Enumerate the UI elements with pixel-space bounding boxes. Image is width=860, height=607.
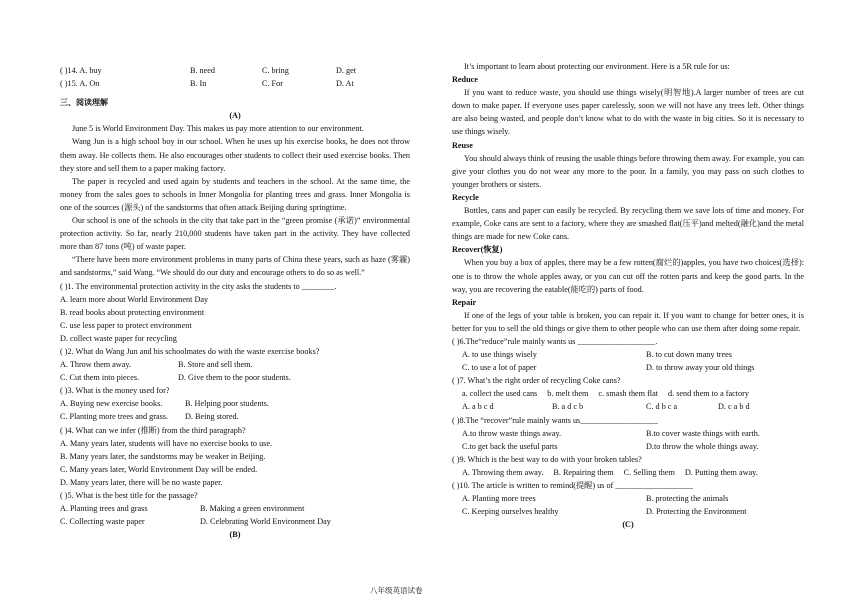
q2-options-row2 bbox=[60, 371, 410, 384]
section-heading: 三、阅读理解 bbox=[60, 98, 108, 108]
recycle-heading: Recycle bbox=[452, 192, 479, 202]
q14-a: ( )14. A. buy bbox=[60, 66, 102, 75]
reuse-text: You should always think of reusing the usable things before throwing them away. For example, you can give your clothes you do not wear any more to the poor. In a family, you may pass on such clothes to younger brothers or sisters. bbox=[452, 153, 804, 189]
q7-items bbox=[452, 387, 804, 400]
q8-option-b: B.to cover waste things with earth. bbox=[646, 428, 760, 438]
passage-b-label: (B) bbox=[229, 530, 241, 540]
q1-option-a: A. learn more about World Environment Day bbox=[60, 294, 209, 304]
q10-options-row2 bbox=[452, 505, 804, 518]
q2-options-row1 bbox=[60, 358, 410, 371]
q15-d: D. At bbox=[336, 79, 354, 89]
passage-b-intro: It’s important to learn about protecting our environment. Here is a 5R rule for us: bbox=[464, 62, 730, 71]
question-8: ( )8.The “recover”rule mainly wants us___________________ bbox=[452, 415, 658, 425]
q8-option-d: D.to throw the whole things away. bbox=[646, 441, 759, 451]
question-3: ( )3. What is the money used for? bbox=[60, 386, 170, 396]
recover-heading: Recover(恢复) bbox=[452, 245, 503, 255]
question-2: ( )2. What do Wang Jun and his schoolmates do with the waste exercise books? bbox=[60, 346, 320, 356]
passage-a-para-2: Wang Jun is a high school boy in our school. When he uses up his exercise books, he does not throw them away. He collects them. He also encourages other students to collect their used exercise books. Then they store and sell them to a paper making factory. bbox=[60, 137, 410, 173]
repair-heading: Repair bbox=[452, 297, 477, 307]
q10-option-c: C. Keeping ourselves healthy bbox=[462, 507, 559, 517]
q5-option-b: B. Making a green environment bbox=[200, 504, 305, 514]
q6-options-row1 bbox=[452, 348, 804, 361]
right-column bbox=[452, 60, 804, 531]
q6-option-c: C. to use a lot of paper bbox=[462, 363, 537, 373]
q6-option-b: B. to cut down many trees bbox=[646, 350, 732, 360]
q7-option-c: C. d b c a bbox=[646, 402, 678, 412]
q9-option-a: A. Throwing them away. bbox=[462, 467, 544, 477]
recover-text: When you buy a box of apples, there may be a few rotten(腐烂的)apples, you have two choices(选择): one is to throw the whole apples away, or you can cut off the rotten parts and keep the good parts. In the way, you are recovering the eatable(能吃的) parts of food. bbox=[452, 258, 804, 294]
q1-option-d: D. collect waste paper for recycling bbox=[60, 333, 177, 343]
question-5: ( )5. What is the best title for the passage? bbox=[60, 491, 198, 500]
q9-option-c: C. Selling them bbox=[623, 467, 675, 477]
question-15 bbox=[46, 77, 410, 90]
q7-options bbox=[452, 400, 804, 413]
recycle-text: Bottles, cans and paper can easily be recycled. By recycling them we save lots of time and money. For example, Coke cans are sent to a factory, where they are smashed flat(压平)and melted(融化)and the metal things are made for new Coke cans. bbox=[452, 206, 804, 242]
page-footer: 八年级英语试卷 bbox=[370, 586, 423, 595]
passage-a-para-3: The paper is recycled and used again by students and teachers in the school. At the same time, the money from the sales goes to schools in Inner Mongolia for planting trees and grass. Inner Mongolia is one of the sources (源头) of the sandstorms that often attack Beijing during springtime. bbox=[60, 176, 410, 212]
repair-text: If one of the legs of your table is broken, you can repair it. If you want to change for better ones, it is better for you to sell the old things or give them to other people who can use them after doing some repair. bbox=[452, 310, 804, 333]
q9-option-b: B. Repairing them bbox=[553, 467, 614, 477]
q4-option-d: D. Many years later, there will be no waste paper. bbox=[60, 477, 223, 487]
q7-item-a: a. collect the used cans bbox=[462, 389, 538, 399]
q3-option-b: B. Helping poor students. bbox=[185, 399, 269, 409]
q1-option-c: C. use less paper to protect environment bbox=[60, 320, 192, 330]
q6-option-a: A. to use things wisely bbox=[462, 350, 537, 360]
question-6: ( )6.The“reduce”rule mainly wants us ___________________. bbox=[452, 336, 658, 346]
q3-option-a: A. Buying new exercise books. bbox=[60, 399, 163, 409]
q9-options bbox=[452, 466, 804, 479]
q7-option-d: D. c a b d bbox=[718, 402, 750, 412]
q7-option-b: B. a d c b bbox=[552, 402, 584, 412]
q2-option-a: A. Throw them away. bbox=[60, 360, 131, 370]
q5-option-a: A. Planting trees and grass bbox=[60, 504, 148, 514]
q6-option-d: D. to throw away your old things bbox=[646, 363, 755, 373]
q7-item-b: b. melt them bbox=[547, 389, 589, 399]
q10-option-d: D. Protecting the Environment bbox=[646, 507, 747, 517]
q1-option-b: B. read books about protecting environment bbox=[60, 307, 205, 317]
passage-c-label: (C) bbox=[622, 520, 634, 530]
q3-option-d: D. Being stored. bbox=[185, 412, 239, 422]
q5-options-row2 bbox=[60, 515, 410, 528]
q10-option-b: B. protecting the animals bbox=[646, 494, 729, 504]
q5-option-c: C. Collecting waste paper bbox=[60, 517, 145, 527]
q2-option-c: C. Cut them into pieces. bbox=[60, 373, 140, 383]
reduce-text: If you want to reduce waste, you should use things wisely(明智地).A larger number of trees are cut down to make paper. If everyone uses paper carelessly, soon we will not have any trees left. Other things are also being wasted, and people don’t know what to do with the waste in big cities. So it is necessary to use things wisely. bbox=[452, 88, 804, 137]
q5-option-d: D. Celebrating World Environment Day bbox=[200, 517, 331, 527]
q3-options-row2 bbox=[60, 410, 410, 423]
q8-option-a: A.to throw waste things away. bbox=[462, 428, 562, 438]
passage-a-para-4: Our school is one of the schools in the city that take part in the “green promise (承诺)” environmental protection activity. So far, nearly 210,000 students have taken part in the activity. They have collected more than 87 tons (吨) of waste paper. bbox=[60, 216, 410, 252]
q6-options-row2 bbox=[452, 361, 804, 374]
q15-c: C. For bbox=[262, 79, 283, 89]
question-10: ( )10. The article is written to remind(提醒) us of ___________________ bbox=[452, 481, 694, 490]
question-9: ( )9. Which is the best way to do with your broken tables? bbox=[452, 454, 642, 464]
question-4: ( )4. What can we infer (推断) from the third paragraph? bbox=[60, 425, 246, 435]
q15-a: ( )15. A. On bbox=[60, 79, 100, 89]
q4-option-a: A. Many years later, students will have no exercise books to use. bbox=[60, 438, 273, 448]
q15-b: B. In bbox=[190, 79, 207, 89]
q5-options-row1 bbox=[60, 502, 410, 515]
q14-d: D. get bbox=[336, 66, 357, 75]
passage-a-para-1: June 5 is World Environment Day. This makes us pay more attention to our environment. bbox=[72, 124, 364, 134]
q7-option-a: A. a b c d bbox=[462, 402, 494, 412]
q10-options-row1 bbox=[452, 492, 804, 505]
question-14 bbox=[46, 64, 410, 77]
q9-option-d: D. Putting them away. bbox=[684, 467, 758, 477]
q8-options-row1 bbox=[452, 427, 804, 440]
question-1: ( )1. The environmental protection activity in the city asks the students to ________. bbox=[60, 281, 337, 291]
q2-option-b: B. Store and sell them. bbox=[178, 360, 253, 370]
q14-b: B. need bbox=[190, 66, 216, 75]
q4-option-b: B. Many years later, the sandstorms may be weaker in Beijing. bbox=[60, 451, 266, 461]
passage-a-label: (A) bbox=[229, 111, 241, 121]
passage-a-para-5: “There have been more environment problems in many parts of China these years, such as haze (雾霾) and sandstorms,” said Wang. “We should do our duty and encourage others to do so as well.” bbox=[60, 255, 410, 278]
reduce-heading: Reduce bbox=[452, 75, 478, 85]
q3-options-row1 bbox=[60, 397, 410, 410]
q2-option-d: D. Give them to the poor students. bbox=[178, 373, 291, 383]
q14-c: C. bring bbox=[262, 66, 289, 75]
q7-item-c: c. smash them flat bbox=[598, 389, 658, 399]
reuse-heading: Reuse bbox=[452, 140, 473, 150]
q8-option-c: C.to get back the useful parts bbox=[462, 441, 558, 451]
q7-item-d: d. send them to a factory bbox=[668, 389, 749, 399]
q4-option-c: C. Many years later, World Environment Day will be ended. bbox=[60, 464, 258, 474]
q8-options-row2 bbox=[452, 440, 804, 453]
q10-option-a: A. Planting more trees bbox=[462, 494, 536, 504]
q3-option-c: C. Planting more trees and grass. bbox=[60, 412, 169, 422]
question-7: ( )7. What’s the right order of recycling Coke cans? bbox=[452, 376, 621, 386]
left-column bbox=[60, 64, 410, 541]
